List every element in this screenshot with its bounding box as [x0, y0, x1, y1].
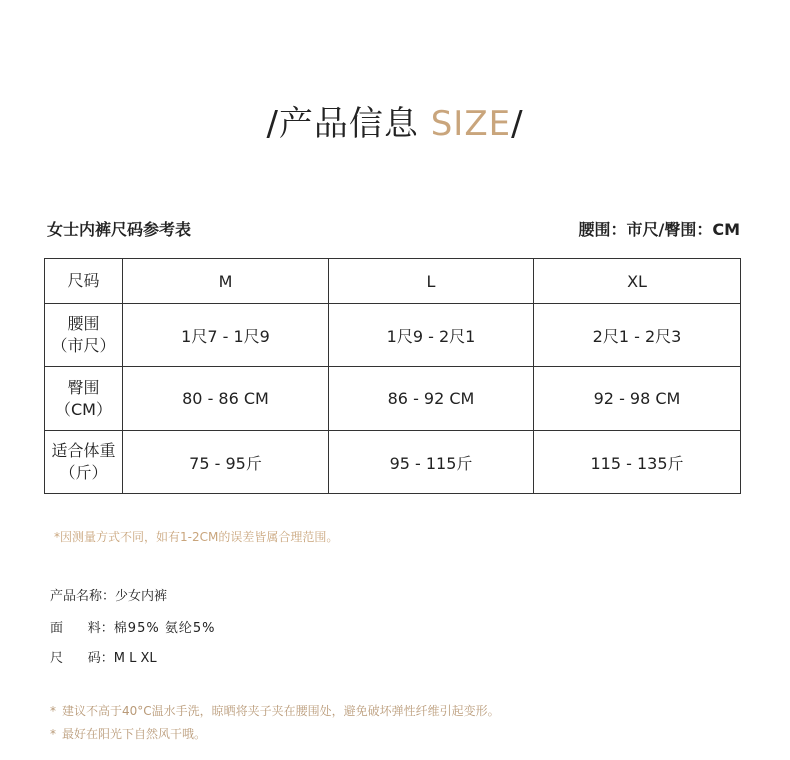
table-cell: 2尺1 - 2尺3	[534, 304, 741, 367]
material-value: 棉95% 氨纶5%	[113, 621, 216, 636]
table-cell: 80 - 86 CM	[123, 367, 329, 431]
table-cell: 75 - 95斤	[123, 431, 329, 494]
care-line	[50, 725, 206, 742]
title-suffix: /	[511, 104, 524, 144]
table-row	[45, 431, 741, 494]
table-header-row	[45, 259, 741, 304]
row-header	[45, 431, 123, 494]
row-header	[45, 367, 123, 431]
row-header-line: 腰围	[67, 314, 100, 333]
row-header	[45, 304, 123, 367]
row-header-line: （市尺）	[51, 336, 116, 355]
bullet-icon: *	[50, 727, 56, 741]
size-table	[44, 258, 741, 494]
measurement-note: *因测量方式不同，如有1-2CM的误差皆属合理范围。	[54, 530, 339, 544]
material-line	[50, 617, 215, 636]
table-row	[45, 304, 741, 367]
bullet-icon: *	[50, 704, 56, 718]
table-cell: 86 - 92 CM	[329, 367, 534, 431]
title-prefix: /产品信息	[266, 104, 431, 144]
corner-cell: 尺码	[45, 259, 123, 304]
size-value: M L XL	[113, 651, 157, 666]
size-key: 尺 码：	[50, 651, 114, 666]
product-name-value: 少女内裤	[115, 589, 168, 604]
row-header-line: （斤）	[59, 463, 108, 482]
title-accent: SIZE	[430, 104, 512, 144]
chart-subtitle: 女士内裤尺码参考表	[47, 220, 192, 239]
care-text: 最好在阳光下自然风干哦。	[62, 727, 207, 741]
product-name-line	[50, 585, 167, 604]
table-cell: 1尺9 - 2尺1	[329, 304, 534, 367]
row-header-line: （CM）	[55, 399, 112, 419]
column-header: XL	[534, 259, 741, 304]
table-cell: 1尺7 - 1尺9	[123, 304, 329, 367]
table-cell: 115 - 135斤	[534, 431, 741, 494]
row-header-line: 臀围	[67, 377, 100, 397]
table-row	[45, 367, 741, 431]
column-header: M	[123, 259, 329, 304]
size-line	[50, 647, 157, 666]
care-line	[50, 702, 500, 719]
column-header: L	[329, 259, 534, 304]
row-header-line: 适合体重	[51, 441, 116, 460]
table-cell: 92 - 98 CM	[534, 367, 741, 431]
page-title	[0, 96, 790, 145]
table-cell: 95 - 115斤	[329, 431, 534, 494]
unit-legend: 腰围：市尺/臀围：CM	[578, 220, 740, 239]
care-text: 建议不高于40°C温水手洗，晾晒将夹子夹在腰围处，避免破坏弹性纤维引起变形。	[62, 704, 500, 718]
material-key: 面 料：	[50, 621, 114, 636]
product-name-key: 产品名称：	[50, 589, 116, 604]
